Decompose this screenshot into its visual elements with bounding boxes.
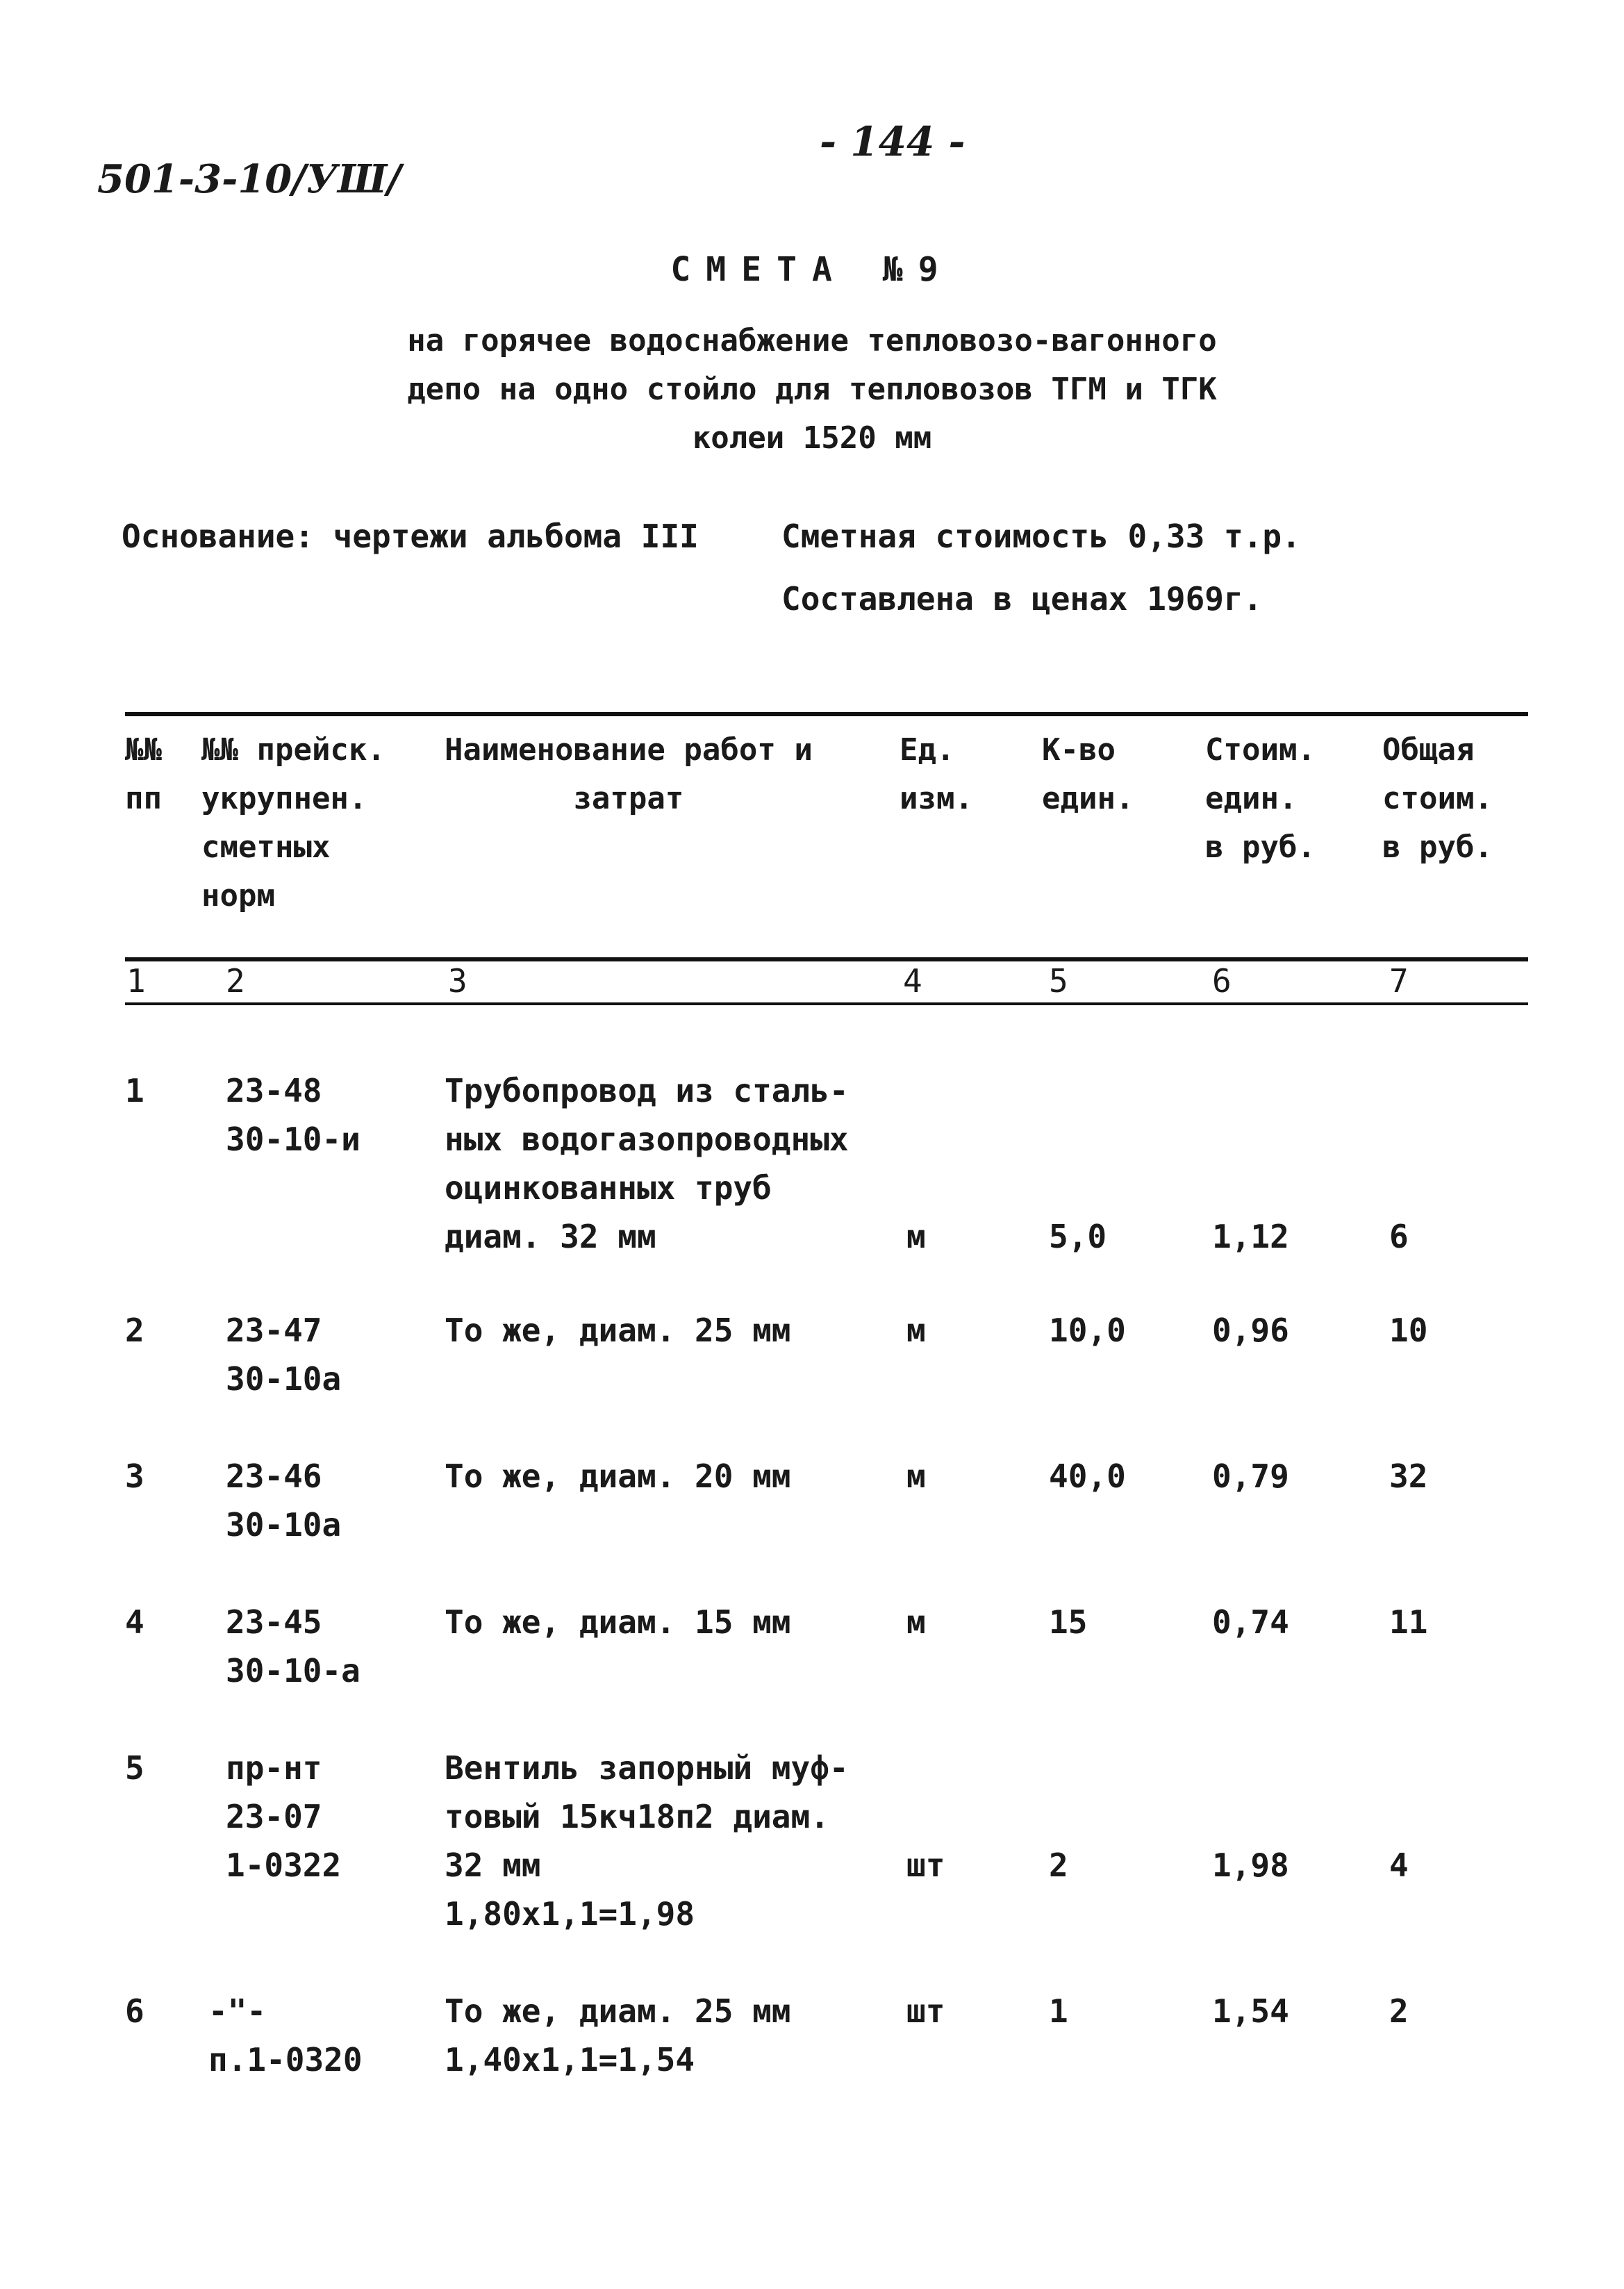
row-unit-cost: 1,98 bbox=[1212, 1846, 1289, 1884]
column-number-4: 4 bbox=[903, 962, 922, 1000]
row-name: То же, диам. 20 мм bbox=[445, 1457, 791, 1495]
basis-text: Основание: чертежи альбома III bbox=[122, 518, 699, 555]
header-price-code: №№ прейск. укрупнен. сметных норм bbox=[201, 732, 386, 914]
row-number: 5 bbox=[125, 1749, 144, 1787]
row-price-code: пр-нт 23-07 1-0322 bbox=[226, 1749, 342, 1884]
row-name: То же, диам. 15 мм bbox=[445, 1603, 791, 1641]
column-number-2: 2 bbox=[226, 962, 245, 1000]
row-unit-cost: 0,79 bbox=[1212, 1457, 1289, 1495]
row-total: 6 bbox=[1389, 1218, 1409, 1255]
row-name: То же, диам. 25 мм bbox=[445, 1312, 791, 1349]
row-price-code: 23-48 30-10-и bbox=[226, 1072, 361, 1158]
prices-year: Составлена в ценах 1969г. bbox=[781, 580, 1263, 618]
row-total: 32 bbox=[1389, 1457, 1428, 1495]
subtitle-line-3: колеи 1520 мм bbox=[692, 420, 932, 456]
row-unit: м bbox=[906, 1218, 926, 1255]
row-price-code: 23-45 30-10-а bbox=[226, 1603, 361, 1689]
row-total: 4 bbox=[1389, 1846, 1409, 1884]
header-row-number: №№ пп bbox=[125, 732, 162, 816]
header-total: Общая стоим. в руб. bbox=[1382, 732, 1493, 865]
row-price-code: 23-46 30-10а bbox=[226, 1457, 342, 1544]
row-quantity: 40,0 bbox=[1049, 1457, 1126, 1495]
row-total: 2 bbox=[1389, 1992, 1409, 2030]
table-header-rule bbox=[125, 957, 1528, 961]
row-unit: шт bbox=[906, 1846, 945, 1884]
row-number: 2 bbox=[125, 1312, 144, 1349]
header-unit-cost: Стоим. един. в руб. bbox=[1205, 732, 1316, 865]
row-number: 4 bbox=[125, 1603, 144, 1641]
subtitle-line-1: на горячее водоснабжение тепловозо-вагонного bbox=[407, 323, 1217, 358]
row-total: 10 bbox=[1389, 1312, 1428, 1349]
column-numbers-rule bbox=[125, 1002, 1528, 1005]
row-price-code: 23-47 30-10а bbox=[226, 1312, 342, 1398]
column-number-7: 7 bbox=[1389, 962, 1409, 1000]
header-unit: Ед. изм. bbox=[900, 732, 973, 816]
subtitle-line-2: депо на одно стойло для тепловозов ТГМ и ТГК bbox=[407, 372, 1217, 407]
row-number: 3 bbox=[125, 1457, 144, 1495]
header-name: Наименование работ и затрат bbox=[445, 732, 813, 816]
row-unit: м bbox=[906, 1312, 926, 1349]
row-number: 6 bbox=[125, 1992, 144, 2030]
column-number-1: 1 bbox=[126, 962, 146, 1000]
column-number-5: 5 bbox=[1049, 962, 1068, 1000]
estimated-cost: Сметная стоимость 0,33 т.р. bbox=[781, 518, 1301, 555]
row-name: Трубопровод из сталь- ных водогазопроводных оцинкованных труб диам. 32 мм bbox=[445, 1072, 849, 1255]
row-unit-cost: 1,54 bbox=[1212, 1992, 1289, 2030]
row-number: 1 bbox=[125, 1072, 144, 1109]
table-top-rule bbox=[125, 712, 1528, 716]
document-code: 501-3-10/УШ/ bbox=[97, 156, 401, 202]
row-name: Вентиль запорный муф- товый 15кч18п2 диам. 32 мм 1,80х1,1=1,98 bbox=[445, 1749, 849, 1933]
row-quantity: 10,0 bbox=[1049, 1312, 1126, 1349]
row-unit-cost: 0,74 bbox=[1212, 1603, 1289, 1641]
row-price-code: -"- п.1-0320 bbox=[208, 1992, 363, 2079]
row-quantity: 2 bbox=[1049, 1846, 1068, 1884]
row-name: То же, диам. 25 мм 1,40х1,1=1,54 bbox=[445, 1992, 791, 2079]
row-unit-cost: 1,12 bbox=[1212, 1218, 1289, 1255]
column-number-6: 6 bbox=[1212, 962, 1232, 1000]
row-unit-cost: 0,96 bbox=[1212, 1312, 1289, 1349]
row-quantity: 15 bbox=[1049, 1603, 1088, 1641]
row-quantity: 1 bbox=[1049, 1992, 1068, 2030]
column-number-3: 3 bbox=[448, 962, 467, 1000]
header-quantity: К-во един. bbox=[1042, 732, 1134, 816]
row-unit: м bbox=[906, 1457, 926, 1495]
page-number: - 144 - bbox=[820, 118, 966, 165]
row-total: 11 bbox=[1389, 1603, 1428, 1641]
document-title: СМЕТА №9 bbox=[670, 250, 954, 289]
row-unit: шт bbox=[906, 1992, 945, 2030]
row-unit: м bbox=[906, 1603, 926, 1641]
row-quantity: 5,0 bbox=[1049, 1218, 1107, 1255]
